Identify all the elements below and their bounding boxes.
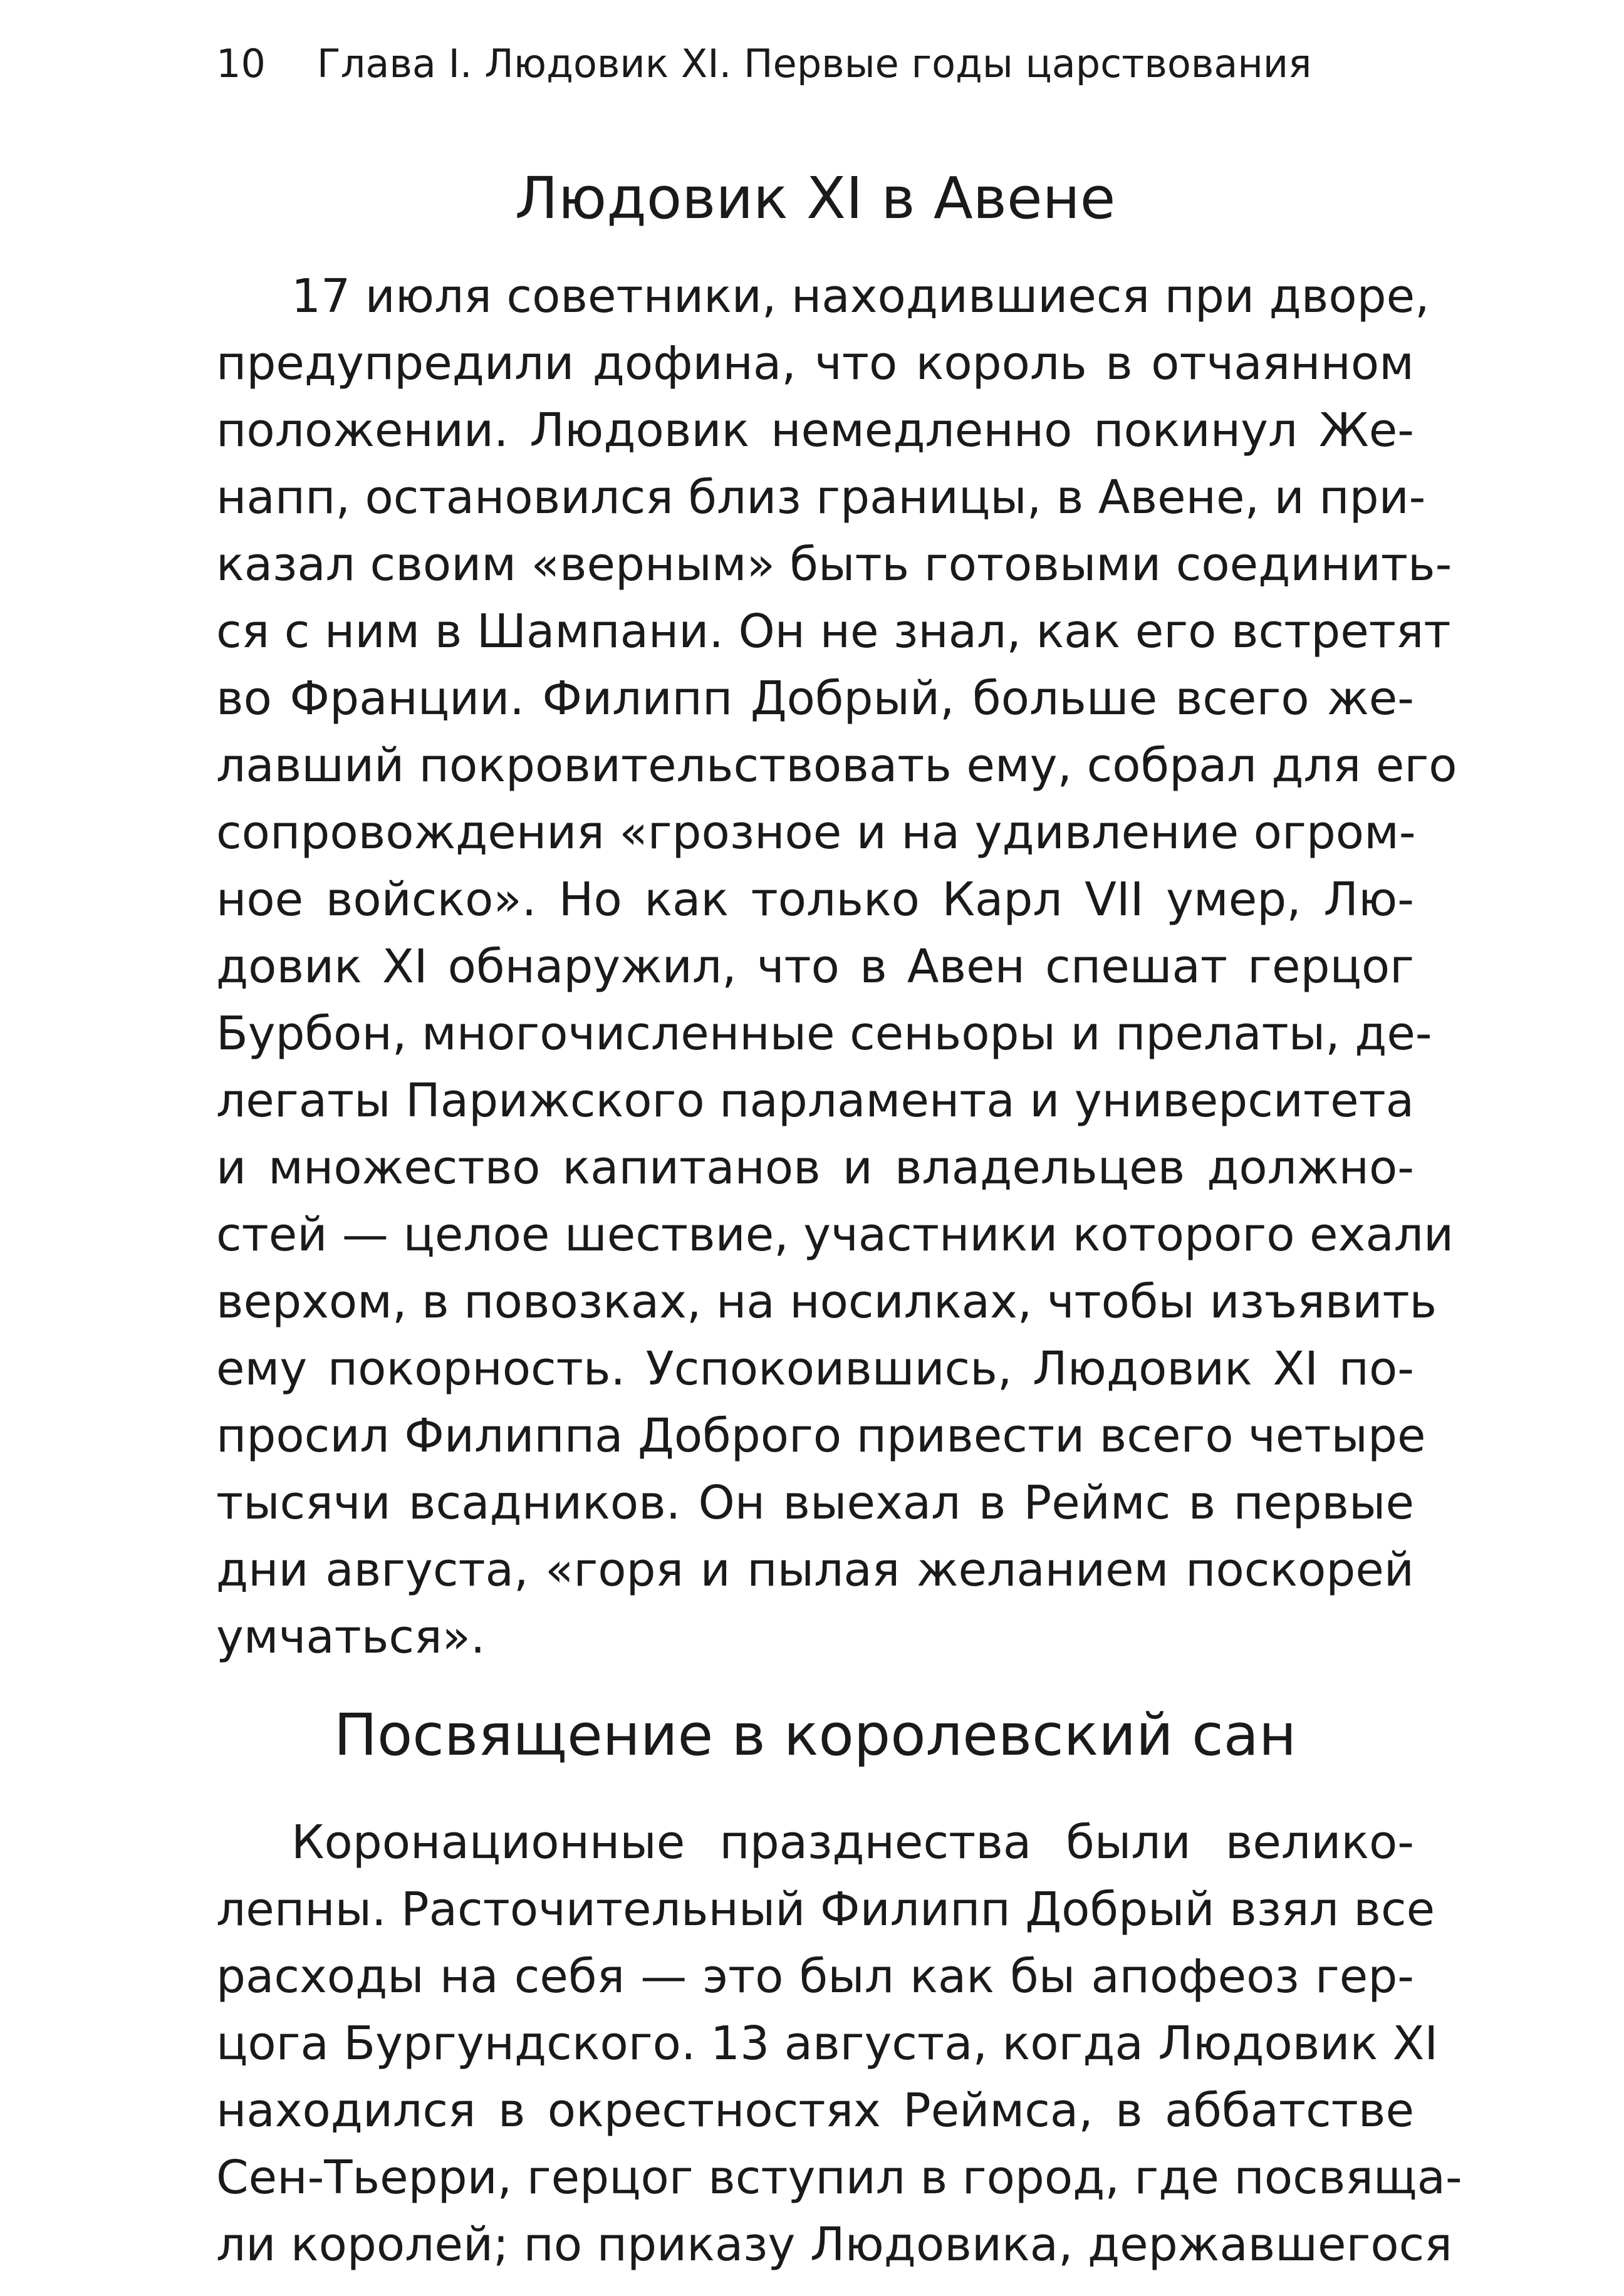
text-line: находился в окрестностях Реймса, в аббатстве	[216, 2084, 1414, 2138]
text-line: дни августа, «горя и пылая желанием поскорей	[216, 1543, 1414, 1597]
text-line: цога Бургундского. 13 августа, когда Людовик XI	[216, 2017, 1439, 2070]
text-line: ли королей; по приказу Людовика, державшегося	[216, 2218, 1452, 2272]
text-line: лавший покровительствовать ему, собрал для его	[216, 739, 1457, 792]
text-line: верхом, в повозках, на носилках, чтобы изъявить	[216, 1275, 1437, 1329]
chapter-title: Глава I. Людовик XI. Первые годы царствования	[316, 41, 1312, 86]
running-head	[216, 39, 1311, 89]
page-number: 10	[216, 41, 266, 86]
text-line: довик XI обнаружил, что в Авен спешат герцог	[216, 940, 1414, 994]
text-line: просил Филиппа Доброго привести всего четыре	[216, 1409, 1426, 1463]
text-line: ся с ним в Шампани. Он не знал, как его встретят	[216, 605, 1451, 658]
text-line: ему покорность. Успокоившись, Людовик XI по-	[216, 1342, 1414, 1396]
text-line: лепны. Расточительный Филипп Добрый взял все	[216, 1883, 1435, 1936]
text-line: во Франции. Филипп Добрый, больше всего же-	[216, 672, 1414, 725]
text-line: умчаться».	[216, 1610, 486, 1664]
text-line: предупредили дофина, что король в отчаянном	[216, 336, 1414, 390]
text-line: положении. Людовик немедленно покинул Же-	[216, 403, 1414, 457]
text-line: казал своим «верным» быть готовыми соединить-	[216, 538, 1452, 591]
text-line: стей — целое шествие, участники которого ехали	[216, 1208, 1454, 1262]
text-line: 17 июля советники, находившиеся при дворе,	[291, 269, 1430, 323]
text-line: Бурбон, многочисленные сеньоры и прелаты, де-	[216, 1007, 1432, 1061]
section-paragraph	[216, 1809, 1462, 2278]
text-line: расходы на себя — это был как бы апофеоз гер-	[216, 1950, 1414, 2003]
text-line: ное войско». Но как только Карл VII умер, Лю-	[216, 873, 1414, 927]
text-line: сопровождения «грозное и на удивление огром-	[216, 806, 1416, 860]
section-paragraph	[216, 263, 1457, 1671]
text-line: легаты Парижского парламента и университета	[216, 1074, 1415, 1128]
text-line: напп, остановился близ границы, в Авене, и при-	[216, 470, 1426, 524]
text-line: Сен-Тьерри, герцог вступил в город, где посвяща-	[216, 2151, 1462, 2205]
section-heading: Людовик XI в Авене	[514, 165, 1116, 232]
text-line: тысячи всадников. Он выехал в Реймс в первые	[216, 1476, 1414, 1530]
section-heading: Посвящение в королевский сан	[333, 1701, 1297, 1769]
text-line: Коронационные празднества были велико-	[291, 1816, 1414, 1869]
text-line: и множество капитанов и владельцев должно-	[216, 1141, 1414, 1195]
